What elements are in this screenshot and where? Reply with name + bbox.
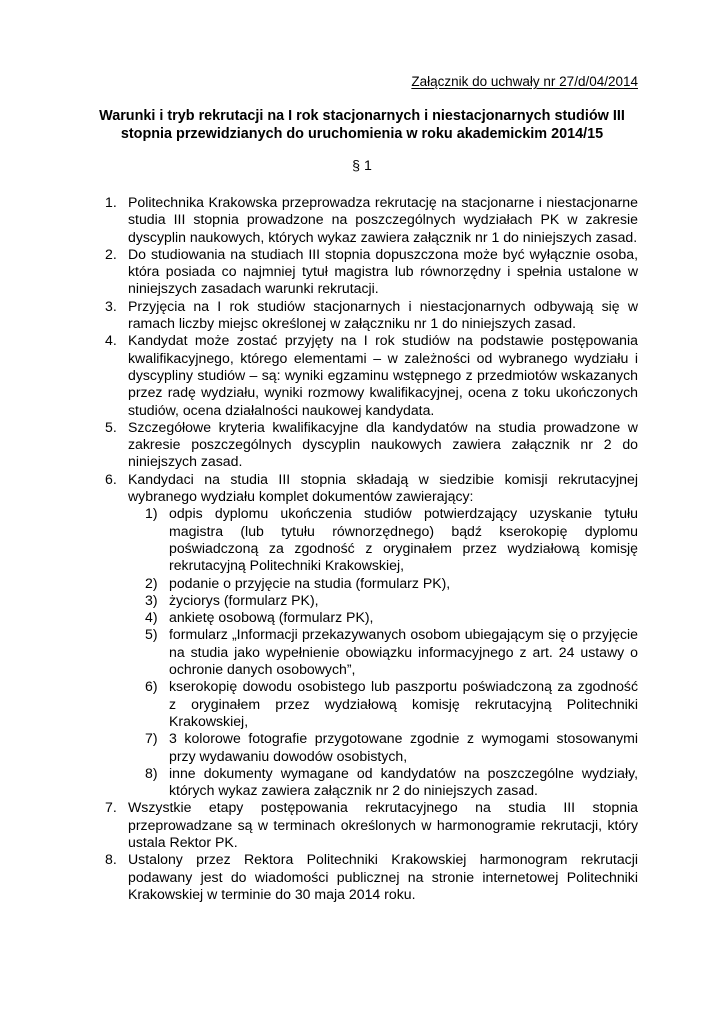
paragraph-mark: § 1 xyxy=(352,158,372,174)
rule-number: 6. xyxy=(105,470,117,487)
rule-item-5 xyxy=(105,418,638,471)
document-number: 3) xyxy=(145,591,158,608)
rule-text: Kandydat może zostać przyjęty na I rok studiów na podstawie postępowania kwalifikacyjnego, którego elementami – w zależności od wybranego wydziału i dyscypliny studiów – są: wyniki egzaminu wstępnego z przedmiotów wskazanych przez radę wydziału, wyniki rozmowy kwalifikacyjnej, ocena z toku ukończonych studiów, ocena działalności naukowej kandydata. xyxy=(128,332,638,418)
rule-number: 1. xyxy=(105,194,117,210)
rule-text: Wszystkie etapy postępowania rekrutacyjnego na studia III stopnia przeprowadzane są w terminach określonych w harmonogramie rekrutacji, który ustala Rektor PK. xyxy=(128,799,638,850)
rule-item-3 xyxy=(105,297,638,333)
rules-list xyxy=(105,194,638,903)
document-title: Warunki i tryb rekrutacji na I rok stacjonarnych i niestacjonarnych studiów III stopnia przewidzianych do uruchomienia w roku akademickim 2014/15 xyxy=(99,108,625,142)
document-number: 2) xyxy=(145,574,158,591)
rule-number: 5. xyxy=(105,418,117,435)
document-number: 5) xyxy=(145,626,158,643)
document-item-8 xyxy=(145,764,638,800)
document-text: życiorys (formularz PK), xyxy=(169,591,319,608)
rule-text: Politechnika Krakowska przeprowadza rekrutację na stacjonarne i niestacjonarne studia III stopnia prowadzone na poszczególnych wydziałach PK w zakresie dyscyplin naukowych, których wykaz zawiera załącznik nr 1 do niniejszych zasad. xyxy=(128,194,638,245)
rule-text: Do studiowania na studiach III stopnia dopuszczona może być wyłącznie osoba, która posiada co najmniej tytuł magistra lub równorzędny i spełnia ustalone w niniejszych zasadach warunki rekrutacji. xyxy=(128,245,638,297)
document-item-1 xyxy=(145,505,638,574)
document-number: 4) xyxy=(145,609,158,626)
document-item-5 xyxy=(145,626,638,678)
document-text: kserokopię dowodu osobistego lub paszportu poświadczoną za zgodność z oryginałem przez wydziałową komisję rekrutacyjną Politechniki Krakowskiej, xyxy=(169,678,638,729)
document-item-4 xyxy=(145,609,638,626)
rule-number: 7. xyxy=(105,799,117,816)
document-text: 3 kolorowe fotografie przygotowane zgodnie z wymogami stosowanymi przy wydawaniu dowodów osobistych, xyxy=(169,730,638,764)
attachment-reference: Załącznik do uchwały nr 27/d/04/2014 xyxy=(411,74,638,89)
document-number: 7) xyxy=(145,730,158,747)
document-item-3 xyxy=(145,591,638,609)
rule-text: Ustalony przez Rektora Politechniki Krakowskiej harmonogram rekrutacji podawany jest do wiadomości publicznej na stronie internetowej Politechniki Krakowskiej w terminie do 30 maja 2014 roku. xyxy=(128,851,638,902)
rule-item-1 xyxy=(105,194,638,246)
rule-number: 2. xyxy=(105,245,117,262)
rule-item-8 xyxy=(105,851,638,903)
rule-item-4 xyxy=(105,332,638,418)
document-item-6 xyxy=(145,678,638,730)
document-text: podanie o przyjęcie na studia (formularz PK), xyxy=(169,574,451,591)
document-item-7 xyxy=(145,730,638,765)
document-text: ankietę osobową (formularz PK), xyxy=(169,609,374,626)
rule-text: Kandydaci na studia III stopnia składają w siedzibie komisji rekrutacyjnej wybranego wydziału komplet dokumentów zawierający: xyxy=(128,470,638,505)
rule-item-7 xyxy=(105,799,638,851)
document-text: inne dokumenty wymagane od kandydatów na poszczególne wydziały, których wykaz zawiera załącznik nr 2 do niniejszych zasad. xyxy=(169,764,638,799)
document-item-2 xyxy=(145,574,638,592)
document-number: 8) xyxy=(145,764,158,781)
rule-number: 3. xyxy=(105,297,117,314)
rule-text: Przyjęcia na I rok studiów stacjonarnych i niestacjonarnych odbywają się w ramach liczby miejsc określonej w załączniku nr 1 do niniejszych zasad. xyxy=(128,297,638,332)
rule-number: 4. xyxy=(105,332,117,349)
document-text: formularz „Informacji przekazywanych osobom ubiegającym się o przyjęcie na studia jako wypełnienie obowiązku informacyjnego z art. 24 ustawy o ochronie danych osobowych”, xyxy=(169,626,638,678)
documents-list xyxy=(128,505,638,799)
rule-number: 8. xyxy=(105,851,117,868)
rule-item-2 xyxy=(105,245,638,298)
rule-text: Szczegółowe kryteria kwalifikacyjne dla kandydatów na studia prowadzone w zakresie poszczególnych dyscyplin naukowych zawiera załącznik nr 2 do niniejszych zasad. xyxy=(128,418,638,470)
document-number: 1) xyxy=(145,505,158,522)
rule-item-6 xyxy=(105,470,638,800)
document-text: odpis dyplomu ukończenia studiów potwierdzający uzyskanie tytułu magistra (lub tytułu równorzędnego) bądź kserokopię dyplomu poświadczoną za zgodność z oryginałem przez wydziałową komisję rekrutacyjną Politechniki Krakowskiej, xyxy=(169,505,638,574)
document-number: 6) xyxy=(145,678,158,695)
